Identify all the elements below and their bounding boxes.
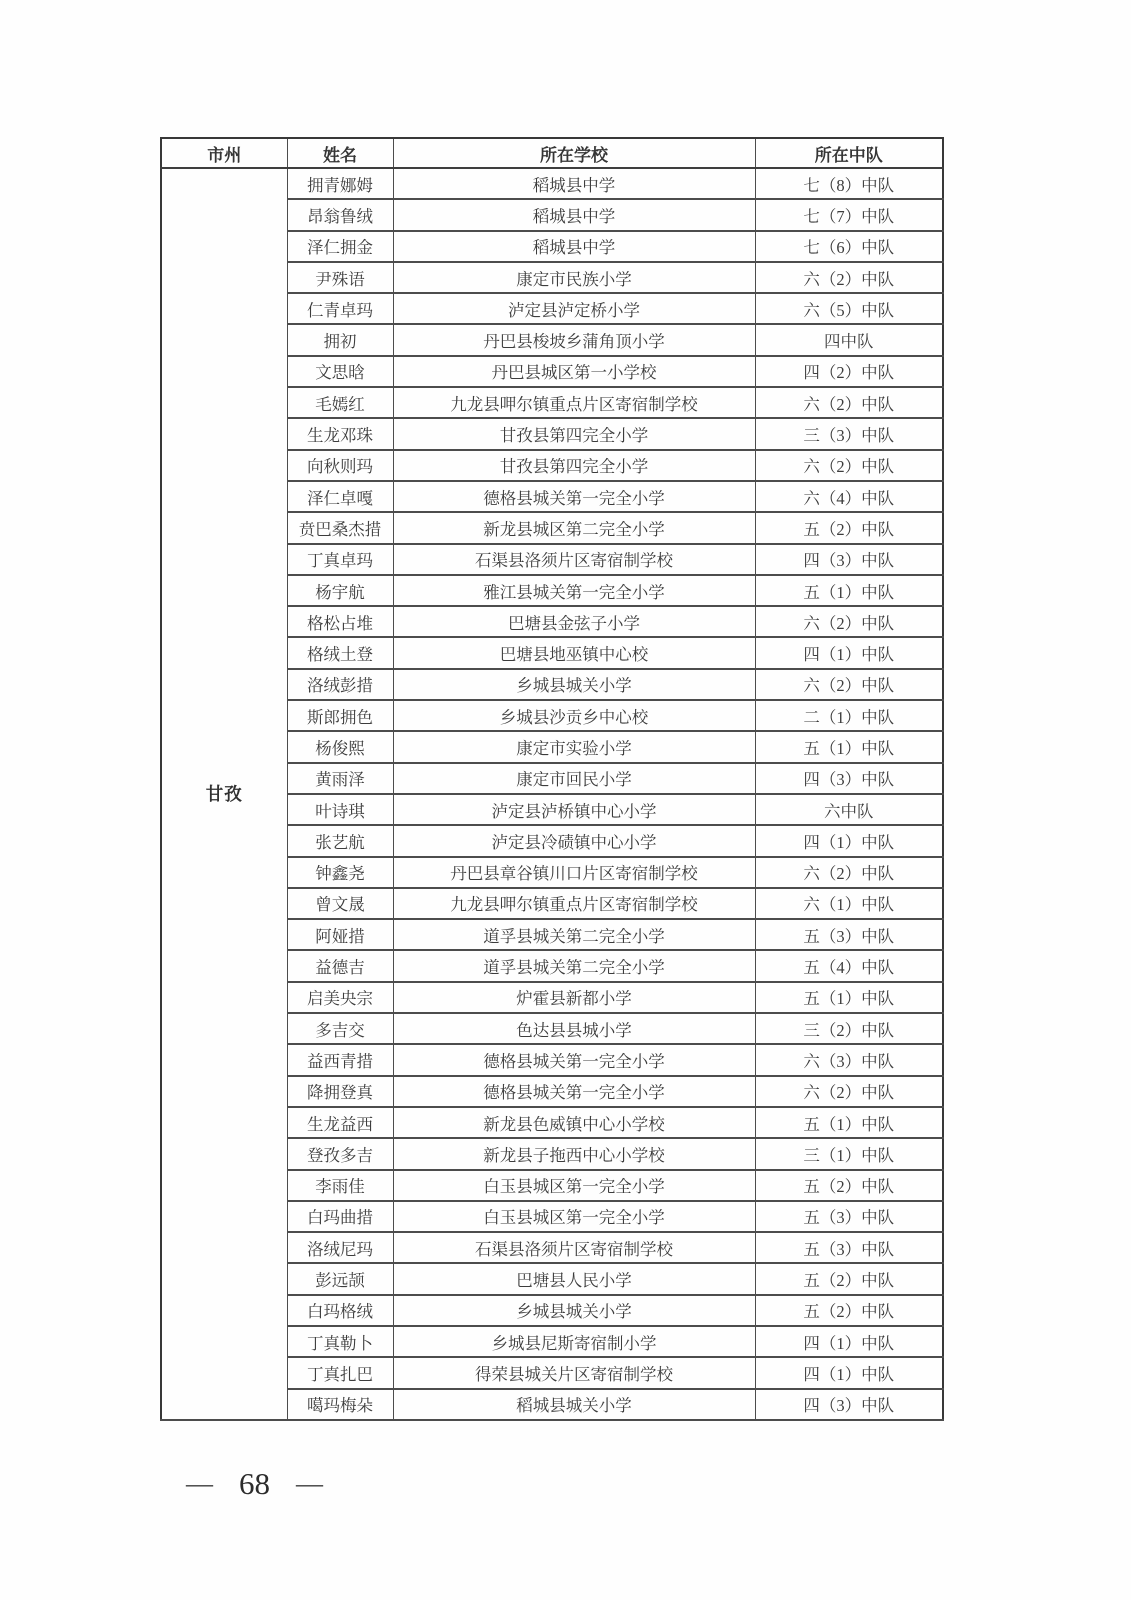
student-name-cell: 仁青卓玛 [287, 293, 393, 324]
squad-cell: 六（2）中队 [755, 669, 943, 700]
squad-cell: 六（5）中队 [755, 293, 943, 324]
column-header-squad: 所在中队 [755, 138, 943, 168]
header-row [161, 138, 943, 168]
squad-cell: 五（2）中队 [755, 1170, 943, 1201]
student-name-cell: 曾文晟 [287, 888, 393, 919]
page-number [186, 1468, 323, 1499]
school-cell: 稻城县城关小学 [393, 1389, 755, 1420]
squad-cell: 六（2）中队 [755, 262, 943, 293]
student-name-cell: 李雨佳 [287, 1170, 393, 1201]
school-cell: 白玉县城区第一完全小学 [393, 1170, 755, 1201]
school-cell: 巴塘县金弦子小学 [393, 606, 755, 637]
school-cell: 康定市实验小学 [393, 731, 755, 762]
school-cell: 康定市民族小学 [393, 262, 755, 293]
student-name-cell: 钟鑫尧 [287, 857, 393, 888]
squad-cell: 四（1）中队 [755, 637, 943, 668]
school-cell: 乡城县城关小学 [393, 1295, 755, 1326]
school-cell: 巴塘县地巫镇中心校 [393, 637, 755, 668]
school-cell: 德格县城关第一完全小学 [393, 1044, 755, 1075]
squad-cell: 二（1）中队 [755, 700, 943, 731]
student-name-cell: 生龙邓珠 [287, 418, 393, 449]
student-name-cell: 杨俊熙 [287, 731, 393, 762]
squad-cell: 三（1）中队 [755, 1138, 943, 1169]
awards-table [160, 137, 944, 1421]
student-name-cell: 拥初 [287, 324, 393, 355]
squad-cell: 六（3）中队 [755, 1044, 943, 1075]
student-name-cell: 降拥登真 [287, 1076, 393, 1107]
squad-cell: 七（8）中队 [755, 168, 943, 199]
student-name-cell: 白玛曲措 [287, 1201, 393, 1232]
student-name-cell: 洛绒彭措 [287, 669, 393, 700]
student-name-cell: 启美央宗 [287, 982, 393, 1013]
school-cell: 新龙县子拖西中心小学校 [393, 1138, 755, 1169]
student-name-cell: 益西青措 [287, 1044, 393, 1075]
squad-cell: 五（3）中队 [755, 1232, 943, 1263]
squad-cell: 四（1）中队 [755, 1357, 943, 1388]
school-cell: 泸定县冷碛镇中心小学 [393, 825, 755, 856]
student-name-cell: 彭远颉 [287, 1263, 393, 1294]
student-name-cell: 登孜多吉 [287, 1138, 393, 1169]
squad-cell: 五（1）中队 [755, 575, 943, 606]
student-name-cell: 噶玛梅朵 [287, 1389, 393, 1420]
squad-cell: 六（2）中队 [755, 450, 943, 481]
squad-cell: 五（2）中队 [755, 1295, 943, 1326]
student-name-cell: 尹殊语 [287, 262, 393, 293]
squad-cell: 六（4）中队 [755, 481, 943, 512]
squad-cell: 六（2）中队 [755, 857, 943, 888]
squad-cell: 四中队 [755, 324, 943, 355]
student-name-cell: 格绒土登 [287, 637, 393, 668]
school-cell: 稻城县中学 [393, 231, 755, 262]
school-cell: 炉霍县新都小学 [393, 982, 755, 1013]
school-cell: 道孚县城关第二完全小学 [393, 919, 755, 950]
student-name-cell: 益德吉 [287, 950, 393, 981]
student-name-cell: 泽仁拥金 [287, 231, 393, 262]
school-cell: 甘孜县第四完全小学 [393, 450, 755, 481]
squad-cell: 三（3）中队 [755, 418, 943, 449]
student-name-cell: 丁真扎巴 [287, 1357, 393, 1388]
student-name-cell: 叶诗琪 [287, 794, 393, 825]
squad-cell: 七（7）中队 [755, 199, 943, 230]
student-name-cell: 丁真卓玛 [287, 544, 393, 575]
school-cell: 乡城县沙贡乡中心校 [393, 700, 755, 731]
squad-cell: 五（4）中队 [755, 950, 943, 981]
student-name-cell: 白玛格绒 [287, 1295, 393, 1326]
school-cell: 九龙县呷尔镇重点片区寄宿制学校 [393, 387, 755, 418]
squad-cell: 三（2）中队 [755, 1013, 943, 1044]
school-cell: 德格县城关第一完全小学 [393, 1076, 755, 1107]
school-cell: 道孚县城关第二完全小学 [393, 950, 755, 981]
student-name-cell: 杨宇航 [287, 575, 393, 606]
student-name-cell: 昂翁鲁绒 [287, 199, 393, 230]
student-name-cell: 张艺航 [287, 825, 393, 856]
school-cell: 德格县城关第一完全小学 [393, 481, 755, 512]
student-name-cell: 阿娅措 [287, 919, 393, 950]
squad-cell: 六（2）中队 [755, 1076, 943, 1107]
school-cell: 九龙县呷尔镇重点片区寄宿制学校 [393, 888, 755, 919]
school-cell: 白玉县城区第一完全小学 [393, 1201, 755, 1232]
school-cell: 丹巴县城区第一小学校 [393, 356, 755, 387]
student-name-cell: 贲巴桑杰措 [287, 512, 393, 543]
student-name-cell: 格松占堆 [287, 606, 393, 637]
column-header-name: 姓名 [287, 138, 393, 168]
squad-cell: 四（2）中队 [755, 356, 943, 387]
squad-cell: 六（1）中队 [755, 888, 943, 919]
squad-cell: 四（3）中队 [755, 544, 943, 575]
squad-cell: 四（1）中队 [755, 825, 943, 856]
squad-cell: 五（3）中队 [755, 1201, 943, 1232]
squad-cell: 六中队 [755, 794, 943, 825]
student-name-cell: 文思晗 [287, 356, 393, 387]
student-name-cell: 拥青娜姆 [287, 168, 393, 199]
school-cell: 泸定县泸定桥小学 [393, 293, 755, 324]
squad-cell: 七（6）中队 [755, 231, 943, 262]
page-number-dash-right: — [296, 1468, 323, 1498]
table-header [161, 138, 943, 168]
student-name-cell: 生龙益西 [287, 1107, 393, 1138]
school-cell: 新龙县城区第二完全小学 [393, 512, 755, 543]
school-cell: 色达县县城小学 [393, 1013, 755, 1044]
squad-cell: 四（3）中队 [755, 763, 943, 794]
student-name-cell: 丁真勒卜 [287, 1326, 393, 1357]
column-header-region: 市州 [161, 138, 287, 168]
school-cell: 石渠县洛须片区寄宿制学校 [393, 544, 755, 575]
squad-cell: 五（1）中队 [755, 731, 943, 762]
school-cell: 稻城县中学 [393, 168, 755, 199]
student-name-cell: 毛嫣红 [287, 387, 393, 418]
school-cell: 稻城县中学 [393, 199, 755, 230]
school-cell: 甘孜县第四完全小学 [393, 418, 755, 449]
page-number-value: 68 [239, 1466, 270, 1501]
table-row [161, 168, 943, 199]
table-body [161, 168, 943, 1420]
squad-cell: 四（3）中队 [755, 1389, 943, 1420]
squad-cell: 五（2）中队 [755, 1263, 943, 1294]
school-cell: 泸定县泸桥镇中心小学 [393, 794, 755, 825]
student-name-cell: 泽仁卓嘎 [287, 481, 393, 512]
school-cell: 得荣县城关片区寄宿制学校 [393, 1357, 755, 1388]
school-cell: 巴塘县人民小学 [393, 1263, 755, 1294]
squad-cell: 四（1）中队 [755, 1326, 943, 1357]
student-name-cell: 洛绒尼玛 [287, 1232, 393, 1263]
page-number-dash-left: — [186, 1468, 213, 1498]
squad-cell: 五（2）中队 [755, 512, 943, 543]
school-cell: 丹巴县梭坡乡蒲角顶小学 [393, 324, 755, 355]
student-name-cell: 向秋则玛 [287, 450, 393, 481]
column-header-school: 所在学校 [393, 138, 755, 168]
school-cell: 康定市回民小学 [393, 763, 755, 794]
squad-cell: 五（1）中队 [755, 982, 943, 1013]
student-name-cell: 黄雨泽 [287, 763, 393, 794]
school-cell: 雅江县城关第一完全小学 [393, 575, 755, 606]
student-name-cell: 多吉交 [287, 1013, 393, 1044]
school-cell: 石渠县洛须片区寄宿制学校 [393, 1232, 755, 1263]
squad-cell: 六（2）中队 [755, 606, 943, 637]
school-cell: 新龙县色威镇中心小学校 [393, 1107, 755, 1138]
school-cell: 乡城县城关小学 [393, 669, 755, 700]
student-name-cell: 斯郎拥色 [287, 700, 393, 731]
squad-cell: 六（2）中队 [755, 387, 943, 418]
region-cell: 甘孜 [161, 168, 287, 1420]
squad-cell: 五（1）中队 [755, 1107, 943, 1138]
squad-cell: 五（3）中队 [755, 919, 943, 950]
school-cell: 丹巴县章谷镇川口片区寄宿制学校 [393, 857, 755, 888]
school-cell: 乡城县尼斯寄宿制小学 [393, 1326, 755, 1357]
